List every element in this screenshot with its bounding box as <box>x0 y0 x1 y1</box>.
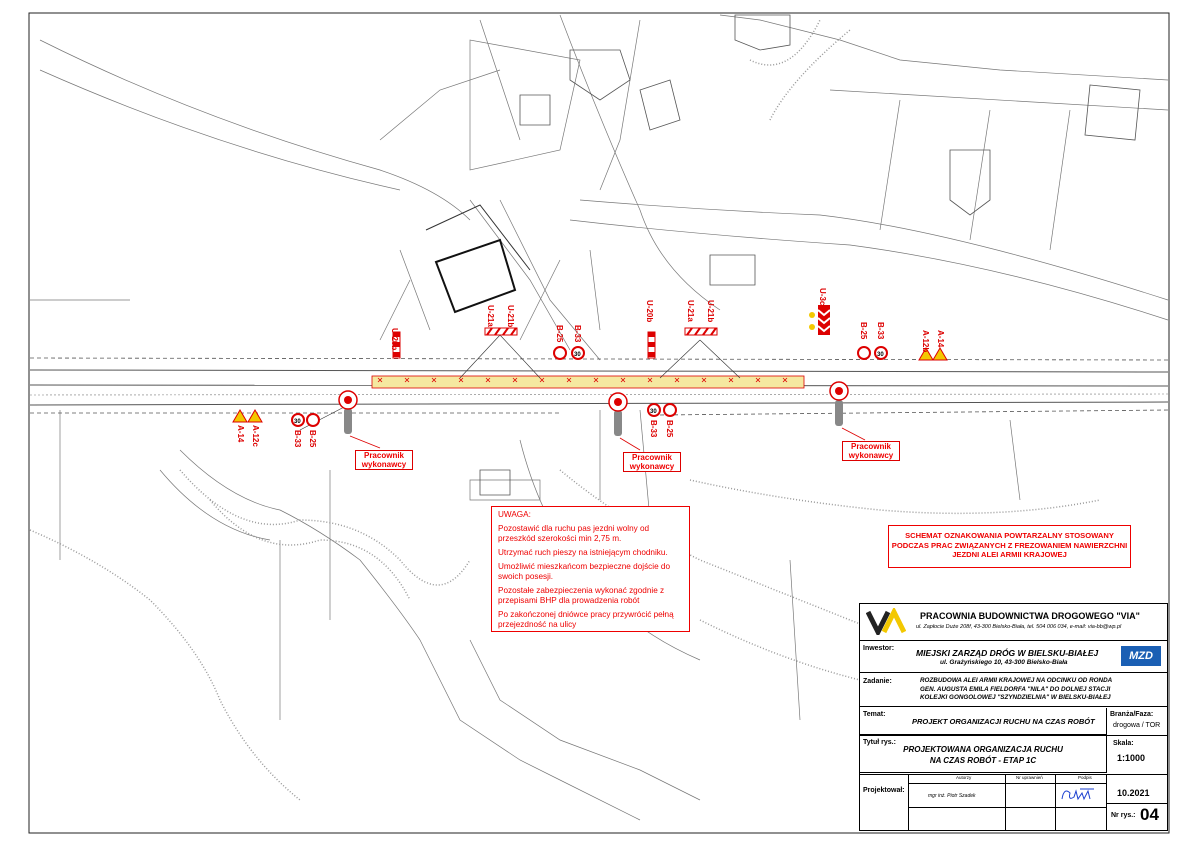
signs-b-upper-right <box>858 347 887 359</box>
code-b25-lower-mid: B-25 <box>665 420 674 438</box>
worker-pointers <box>350 428 865 450</box>
tb-title-row: Tytuł rys.: PROJEKTOWANA ORGANIZACJA RUCHU NA CZAS ROBÓT - ETAP 1C <box>860 735 1107 773</box>
tb-number-cell: Nr rys.: 04 <box>1111 805 1159 824</box>
signs-b-lower-left <box>292 414 319 426</box>
svg-text:30: 30 <box>877 352 884 358</box>
title-block <box>859 603 1168 831</box>
tb-col-headers: Autorzy Nr uprawnień Podpis <box>908 775 1106 784</box>
scale: 1:1000 <box>1117 753 1146 763</box>
date: 10.2021 <box>1117 788 1150 798</box>
investor-name: MIEJSKI ZARZĄD DRÓG W BIELSKU-BIAŁEJ <box>916 648 1099 658</box>
code-u21b-mid: U-21b <box>706 300 715 323</box>
drawing-number: 04 <box>1140 805 1159 824</box>
note-item: Pozostałe zabezpieczenia wykonać zgodnie z przepisami BHP dla prowadzenia robót <box>498 586 665 605</box>
tb-task-row: Zadanie: ROZBUDOWA ALEI ARMII KRAJOWEJ NA ODCINKU OD RONDA GEN. AUGUSTA EMILA FIELDORFA "NILA" DO DOLNEJ STACJI KOLEJKI GONGOLOWEJ "SZYNDZIELNIA" W BIELSKU-BIAŁEJ <box>860 674 1167 707</box>
signature-image <box>1058 785 1100 805</box>
code-u21a-left: U-21a <box>486 305 495 327</box>
code-b25-lower-left: B-25 <box>308 430 317 448</box>
board-u21-left <box>485 328 517 335</box>
task-text: ROZBUDOWA ALEI ARMII KRAJOWEJ NA ODCINKU OD RONDA GEN. AUGUSTA EMILA FIELDORFA "NILA" DO DOLNEJ STACJI KOLEJKI GONGOLOWEJ "SZYNDZIELNIA" W BIELSKU-BIAŁEJ <box>920 677 1113 701</box>
company-name: PRACOWNIA BUDOWNICTWA DROGOWEGO "VIA" <box>920 611 1140 621</box>
svg-text:30: 30 <box>650 409 657 415</box>
via-logo-icon <box>866 608 906 635</box>
traffic-light-2 <box>609 393 627 436</box>
buildings <box>480 15 1140 495</box>
note-item: Po zakończonej dniówce pracy przywrócić pełną przejezdność na ulicy <box>498 610 674 629</box>
worker-label-3: Pracownik wykonawcy <box>842 441 900 461</box>
code-a12c: A-12c <box>251 425 260 447</box>
scheme-note: SCHEMAT OZNAKOWANIA POWTARZALNY STOSOWANY PODCZAS PRAC ZWIĄZANYCH Z FREZOWANIEM NAWIERZCHNI JEZDNI ALEI ARMII KRAJOWEJ <box>888 525 1131 568</box>
code-b33-upper-right: B-33 <box>876 322 885 340</box>
worker-label-1: Pracownik wykonawcy <box>355 450 413 470</box>
code-u20b-mid: U-20b <box>645 300 654 323</box>
code-u20b-left: U-20b <box>390 328 399 351</box>
company-address: ul. Zapłocie Duże 208f, 43-300 Bielsko-Biała, tel. 504 006 034, e-mail: via-bb@wp.pl <box>916 624 1122 630</box>
tb-subject-row: Temat: PROJEKT ORGANIZACJI RUCHU NA CZAS ROBÓT <box>860 708 1107 735</box>
tb-branch-cell: Branża/Faza: drogowa / TOR <box>1110 711 1161 729</box>
mzd-logo: MZD <box>1121 646 1161 666</box>
code-a12b: A-12b <box>921 330 930 353</box>
signs-b-lower-mid <box>648 404 676 416</box>
code-u21a-mid: U-21a <box>686 300 695 322</box>
tb-investor-row: Inwestor: MIEJSKI ZARZĄD DRÓG W BIELSKU-BIAŁEJ ul. Grażyńskiego 10, 43-300 Bielsko-Biała MZD <box>860 642 1167 673</box>
tb-scale-cell: Skala: 1:1000 <box>1107 735 1167 772</box>
svg-text:30: 30 <box>294 419 301 425</box>
work-zone <box>372 376 804 388</box>
code-u3c: U-3c <box>818 288 827 306</box>
investor-address: ul. Grażyńskiego 10, 43-300 Bielsko-Biała <box>940 659 1068 666</box>
note-item: Pozostawić dla ruchu pas jezdni wolny od przeszkód szerokości min 2,75 m. <box>498 524 650 543</box>
tb-company-row <box>860 604 1167 641</box>
traffic-light-3 <box>830 382 848 426</box>
traffic-light-1 <box>339 391 357 434</box>
code-b33-upper-left: B-33 <box>573 325 582 343</box>
large-building <box>436 240 515 312</box>
svg-text:30: 30 <box>574 352 581 358</box>
note-heading: UWAGA: <box>498 510 531 519</box>
board-u21-mid <box>685 328 717 335</box>
code-u21b-left: U-21b <box>506 305 515 328</box>
designer: mgr inż. Piotr Szadek <box>928 793 976 799</box>
note-box <box>491 506 690 632</box>
code-b33-lower-mid: B-33 <box>649 420 658 438</box>
code-b25-upper-right: B-25 <box>859 322 868 340</box>
code-b33-lower-left: B-33 <box>293 430 302 448</box>
worker-label-2: Pracownik wykonawcy <box>623 452 681 472</box>
signs-a-left <box>233 410 262 422</box>
code-a14-right: A-14 <box>936 330 945 348</box>
code-b25-upper-left: B-25 <box>555 325 564 343</box>
note-item: Umożliwić mieszkańcom bezpieczne dojście do swoich posesji. <box>498 562 671 581</box>
note-item: Utrzymać ruch pieszy na istniejącym chodniku. <box>498 548 668 557</box>
via-logo <box>866 608 906 635</box>
branch: drogowa / TOR <box>1113 722 1161 729</box>
tb-designer-area: Autorzy Nr uprawnień Podpis Projektował: mgr inż. Piotr Szadek <box>860 774 1107 831</box>
drawing-title: PROJEKTOWANA ORGANIZACJA RUCHU NA CZAS ROBÓT - ETAP 1C <box>903 745 1063 765</box>
tb-date-cell <box>1107 774 1167 804</box>
code-a14-left: A-14 <box>236 425 245 443</box>
subject: PROJEKT ORGANIZACJI RUCHU NA CZAS ROBÓT <box>912 717 1095 726</box>
barrier-u20b-mid <box>648 332 655 358</box>
sign-u3c <box>809 305 830 335</box>
